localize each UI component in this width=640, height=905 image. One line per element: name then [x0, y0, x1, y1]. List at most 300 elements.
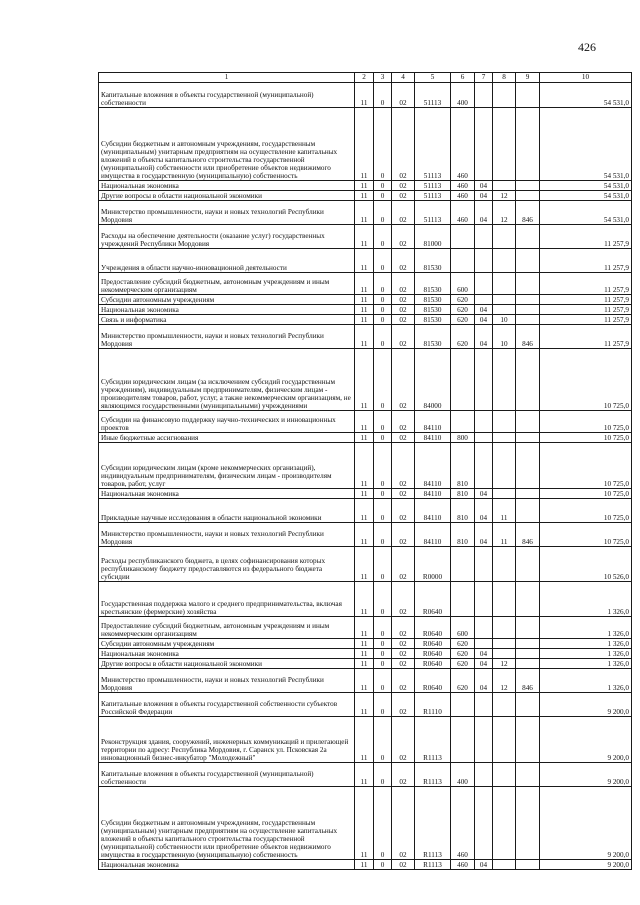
code-expense-type: 620: [451, 315, 475, 325]
code-section: [475, 411, 493, 433]
code-sub: 0: [374, 305, 392, 315]
table-row: [99, 181, 632, 191]
code-program: 02: [392, 669, 415, 693]
table-row: [99, 639, 632, 649]
code-admin: [516, 499, 540, 523]
code-sub: 0: [374, 411, 392, 433]
code-expense-type: [451, 349, 475, 411]
code-admin: 846: [516, 325, 540, 349]
code-sub: 0: [374, 273, 392, 295]
row-name: Субсидии юридическим лицам (за исключением субсидий государственным учреждениям), индивидуальным предпринимателям, физическим лицам - производителям товаров, работ, услуг, а также некоммерческим организациям, не являющимся государственными (муниципальными) учреждениями: [99, 349, 355, 411]
code-subsection: [493, 617, 516, 639]
table-row: [99, 443, 632, 489]
code-ministry: 11: [355, 249, 374, 273]
code-sub: 0: [374, 547, 392, 582]
code-section: [475, 787, 493, 860]
code-target: R0640: [415, 659, 451, 669]
code-expense-type: 620: [451, 669, 475, 693]
row-name: Субсидии бюджетным и автономным учреждениям, государственным (муниципальным) унитарным предприятиям на осуществление капитальных вложений в объекты капитального строительства государственной (муниципальной) собственности или приобретение объектов недвижимого имущества в государственную (муниципальную) собственность: [99, 108, 355, 181]
row-amount: 10 725,0: [540, 411, 632, 433]
code-expense-type: [451, 249, 475, 273]
code-subsection: [493, 305, 516, 315]
code-admin: [516, 349, 540, 411]
code-program: 02: [392, 411, 415, 433]
code-ministry: 11: [355, 181, 374, 191]
code-section: 04: [475, 659, 493, 669]
column-header: 8: [493, 73, 516, 83]
code-section: 04: [475, 523, 493, 547]
table-row: [99, 295, 632, 305]
code-sub: 0: [374, 201, 392, 225]
code-expense-type: 620: [451, 659, 475, 669]
table-row: [99, 523, 632, 547]
row-amount: 11 257,9: [540, 305, 632, 315]
code-target: 81530: [415, 325, 451, 349]
code-section: [475, 349, 493, 411]
row-amount: 1 326,0: [540, 639, 632, 649]
code-ministry: 11: [355, 201, 374, 225]
code-subsection: [493, 411, 516, 433]
code-sub: 0: [374, 669, 392, 693]
row-name: Национальная экономика: [99, 860, 355, 870]
row-amount: 11 257,9: [540, 225, 632, 249]
code-expense-type: [451, 693, 475, 717]
code-subsection: 11: [493, 523, 516, 547]
code-ministry: 11: [355, 489, 374, 499]
code-sub: 0: [374, 787, 392, 860]
code-expense-type: 400: [451, 763, 475, 787]
code-ministry: 11: [355, 349, 374, 411]
row-name: Национальная экономика: [99, 181, 355, 191]
code-program: 02: [392, 349, 415, 411]
code-section: [475, 273, 493, 295]
table-row: [99, 499, 632, 523]
code-admin: [516, 547, 540, 582]
code-admin: [516, 411, 540, 433]
code-target: 51113: [415, 108, 451, 181]
code-section: [475, 433, 493, 443]
code-expense-type: 460: [451, 201, 475, 225]
code-target: R1113: [415, 763, 451, 787]
code-ministry: 11: [355, 305, 374, 315]
code-ministry: 11: [355, 639, 374, 649]
code-subsection: 10: [493, 325, 516, 349]
code-ministry: 11: [355, 411, 374, 433]
code-subsection: [493, 763, 516, 787]
code-subsection: [493, 225, 516, 249]
code-sub: 0: [374, 315, 392, 325]
code-program: 02: [392, 325, 415, 349]
code-section: 04: [475, 191, 493, 201]
table-row: [99, 617, 632, 639]
code-sub: 0: [374, 191, 392, 201]
header-row: [99, 73, 632, 83]
code-program: 02: [392, 273, 415, 295]
code-subsection: [493, 295, 516, 305]
row-amount: 10 725,0: [540, 499, 632, 523]
code-target: 84110: [415, 443, 451, 489]
code-section: [475, 693, 493, 717]
table-row: [99, 249, 632, 273]
row-amount: 9 200,0: [540, 860, 632, 870]
code-target: R0000: [415, 547, 451, 582]
code-subsection: [493, 489, 516, 499]
code-program: 02: [392, 547, 415, 582]
code-target: 84110: [415, 499, 451, 523]
row-name: Расходы республиканского бюджета, в целях софинансирования которых республиканскому бюджету предоставляются из федерального бюджета субсидии: [99, 547, 355, 582]
code-target: 81530: [415, 305, 451, 315]
code-sub: 0: [374, 108, 392, 181]
code-admin: [516, 273, 540, 295]
table-row: [99, 582, 632, 617]
code-sub: 0: [374, 443, 392, 489]
code-sub: 0: [374, 295, 392, 305]
code-admin: [516, 860, 540, 870]
code-sub: 0: [374, 181, 392, 191]
code-subsection: 10: [493, 315, 516, 325]
code-admin: [516, 649, 540, 659]
code-subsection: [493, 108, 516, 181]
row-name: Министерство промышленности, науки и новых технологий Республики Мордовия: [99, 201, 355, 225]
code-section: [475, 639, 493, 649]
row-amount: 11 257,9: [540, 249, 632, 273]
row-name: Реконструкция здания, сооружений, инженерных коммуникаций и прилегающей территории по адресу: Республика Мордовия, г. Саранск ул. Псковская 2а инновационный бизнес-инкубатор "Молодежный": [99, 717, 355, 763]
code-subsection: [493, 582, 516, 617]
code-program: 02: [392, 181, 415, 191]
row-name: Расходы на обеспечение деятельности (оказание услуг) государственных учреждений Республики Мордовия: [99, 225, 355, 249]
code-section: 04: [475, 860, 493, 870]
code-section: 04: [475, 315, 493, 325]
code-subsection: [493, 249, 516, 273]
code-program: 02: [392, 717, 415, 763]
column-header: 2: [355, 73, 374, 83]
row-name: Государственная поддержка малого и среднего предпринимательства, включая крестьянские (фермерские) хозяйства: [99, 582, 355, 617]
code-ministry: 11: [355, 83, 374, 108]
code-section: [475, 717, 493, 763]
code-ministry: 11: [355, 499, 374, 523]
code-program: 02: [392, 225, 415, 249]
code-target: 51113: [415, 181, 451, 191]
code-admin: [516, 443, 540, 489]
row-name: Субсидии автономным учреждениям: [99, 295, 355, 305]
code-target: 84110: [415, 523, 451, 547]
code-section: [475, 763, 493, 787]
row-name: Другие вопросы в области национальной экономики: [99, 659, 355, 669]
row-name: Субсидии на финансовую поддержку научно-технических и инновационных проектов: [99, 411, 355, 433]
row-name: Предоставление субсидий бюджетным, автономным учреждениям и иным некоммерческим организациям: [99, 617, 355, 639]
row-name: Национальная экономика: [99, 649, 355, 659]
code-section: 04: [475, 489, 493, 499]
code-section: 04: [475, 181, 493, 191]
table-body: [99, 83, 632, 870]
row-amount: 10 725,0: [540, 489, 632, 499]
code-expense-type: 620: [451, 649, 475, 659]
code-expense-type: [451, 717, 475, 763]
code-expense-type: 460: [451, 108, 475, 181]
row-amount: 10 725,0: [540, 523, 632, 547]
code-ministry: 11: [355, 659, 374, 669]
code-target: R1113: [415, 717, 451, 763]
code-admin: [516, 659, 540, 669]
code-sub: 0: [374, 523, 392, 547]
code-ministry: 11: [355, 295, 374, 305]
code-admin: [516, 305, 540, 315]
table-row: [99, 787, 632, 860]
code-expense-type: 620: [451, 639, 475, 649]
code-expense-type: 460: [451, 860, 475, 870]
code-subsection: 12: [493, 669, 516, 693]
code-admin: [516, 787, 540, 860]
row-amount: 11 257,9: [540, 315, 632, 325]
code-sub: 0: [374, 763, 392, 787]
code-sub: 0: [374, 249, 392, 273]
code-admin: 846: [516, 669, 540, 693]
code-subsection: [493, 349, 516, 411]
code-target: 81000: [415, 225, 451, 249]
code-subsection: 12: [493, 191, 516, 201]
row-name: Прикладные научные исследования в области национальной экономики: [99, 499, 355, 523]
column-header: 7: [475, 73, 493, 83]
column-header: 4: [392, 73, 415, 83]
code-target: 84110: [415, 411, 451, 433]
code-sub: 0: [374, 717, 392, 763]
row-amount: 11 257,9: [540, 325, 632, 349]
code-target: 81530: [415, 295, 451, 305]
row-amount: 1 326,0: [540, 669, 632, 693]
code-ministry: 11: [355, 860, 374, 870]
code-ministry: 11: [355, 669, 374, 693]
column-header: 1: [99, 73, 355, 83]
code-subsection: 11: [493, 499, 516, 523]
code-admin: 846: [516, 201, 540, 225]
row-amount: 10 725,0: [540, 443, 632, 489]
code-admin: [516, 639, 540, 649]
code-expense-type: 800: [451, 433, 475, 443]
code-subsection: [493, 717, 516, 763]
code-section: [475, 547, 493, 582]
row-name: Предоставление субсидий бюджетным, автономным учреждениям и иным некоммерческим организациям: [99, 273, 355, 295]
table-row: [99, 108, 632, 181]
code-admin: [516, 617, 540, 639]
code-program: 02: [392, 315, 415, 325]
row-amount: 54 531,0: [540, 83, 632, 108]
code-sub: 0: [374, 433, 392, 443]
code-section: 04: [475, 649, 493, 659]
table-row: [99, 305, 632, 315]
code-program: 02: [392, 249, 415, 273]
table-row: [99, 225, 632, 249]
code-section: [475, 582, 493, 617]
row-name: Учреждения в области научно-инновационной деятельности: [99, 249, 355, 273]
code-target: 81530: [415, 249, 451, 273]
code-section: [475, 443, 493, 489]
code-program: 02: [392, 659, 415, 669]
code-subsection: [493, 547, 516, 582]
code-admin: [516, 582, 540, 617]
code-section: [475, 617, 493, 639]
column-header: 10: [540, 73, 632, 83]
code-sub: 0: [374, 489, 392, 499]
code-expense-type: 460: [451, 181, 475, 191]
code-subsection: [493, 433, 516, 443]
code-ministry: 11: [355, 325, 374, 349]
code-expense-type: 810: [451, 443, 475, 489]
row-name: Министерство промышленности, науки и новых технологий Республики Мордовия: [99, 325, 355, 349]
code-target: R0640: [415, 617, 451, 639]
code-program: 02: [392, 295, 415, 305]
code-expense-type: 600: [451, 617, 475, 639]
code-target: R1113: [415, 787, 451, 860]
table-row: [99, 83, 632, 108]
code-expense-type: 620: [451, 305, 475, 315]
code-expense-type: 620: [451, 325, 475, 349]
code-target: 51113: [415, 83, 451, 108]
code-target: R0640: [415, 639, 451, 649]
code-admin: [516, 295, 540, 305]
row-amount: 1 326,0: [540, 582, 632, 617]
code-program: 02: [392, 443, 415, 489]
code-program: 02: [392, 201, 415, 225]
row-name: Капитальные вложения в объекты государственной (муниципальной) собственности: [99, 83, 355, 108]
code-ministry: 11: [355, 787, 374, 860]
table-row: [99, 411, 632, 433]
code-admin: [516, 181, 540, 191]
code-program: 02: [392, 582, 415, 617]
column-header: 6: [451, 73, 475, 83]
code-section: 04: [475, 325, 493, 349]
code-section: 04: [475, 499, 493, 523]
code-ministry: 11: [355, 649, 374, 659]
code-target: 81530: [415, 315, 451, 325]
code-target: 84000: [415, 349, 451, 411]
code-sub: 0: [374, 639, 392, 649]
code-ministry: 11: [355, 443, 374, 489]
table-row: [99, 433, 632, 443]
table-row: [99, 547, 632, 582]
code-expense-type: 460: [451, 191, 475, 201]
code-program: 02: [392, 305, 415, 315]
row-amount: 9 200,0: [540, 693, 632, 717]
code-section: 04: [475, 669, 493, 693]
code-program: 02: [392, 649, 415, 659]
code-expense-type: 620: [451, 295, 475, 305]
row-amount: 1 326,0: [540, 617, 632, 639]
row-name: Субсидии юридическим лицам (кроме некоммерческих организаций), индивидуальным предпринимателям, физическим лицам - производителям товаров, работ, услуг: [99, 443, 355, 489]
column-header: 3: [374, 73, 392, 83]
code-section: [475, 249, 493, 273]
code-sub: 0: [374, 659, 392, 669]
code-program: 02: [392, 787, 415, 860]
code-ministry: 11: [355, 191, 374, 201]
code-sub: 0: [374, 649, 392, 659]
row-name: Национальная экономика: [99, 305, 355, 315]
code-ministry: 11: [355, 523, 374, 547]
code-target: 51113: [415, 191, 451, 201]
code-ministry: 11: [355, 433, 374, 443]
code-program: 02: [392, 763, 415, 787]
code-subsection: [493, 181, 516, 191]
code-program: 02: [392, 523, 415, 547]
code-program: 02: [392, 108, 415, 181]
code-subsection: [493, 693, 516, 717]
row-name: Национальная экономика: [99, 489, 355, 499]
column-header: 9: [516, 73, 540, 83]
code-expense-type: [451, 225, 475, 249]
code-ministry: 11: [355, 617, 374, 639]
row-name: Субсидии автономным учреждениям: [99, 639, 355, 649]
code-subsection: [493, 639, 516, 649]
code-ministry: 11: [355, 693, 374, 717]
code-target: 81530: [415, 273, 451, 295]
code-expense-type: 600: [451, 273, 475, 295]
code-ministry: 11: [355, 108, 374, 181]
code-program: 02: [392, 693, 415, 717]
budget-table: [98, 72, 632, 870]
table-row: [99, 649, 632, 659]
code-expense-type: 810: [451, 489, 475, 499]
code-program: 02: [392, 617, 415, 639]
code-expense-type: 400: [451, 83, 475, 108]
row-name: Капитальные вложения в объекты государственной (муниципальной) собственности: [99, 763, 355, 787]
code-program: 02: [392, 433, 415, 443]
code-admin: [516, 315, 540, 325]
code-sub: 0: [374, 225, 392, 249]
code-sub: 0: [374, 582, 392, 617]
code-section: [475, 225, 493, 249]
code-admin: [516, 693, 540, 717]
code-sub: 0: [374, 325, 392, 349]
code-target: 84110: [415, 433, 451, 443]
code-admin: [516, 191, 540, 201]
row-amount: 10 725,0: [540, 433, 632, 443]
code-section: [475, 83, 493, 108]
table-row: [99, 860, 632, 870]
table-row: [99, 489, 632, 499]
code-subsection: [493, 649, 516, 659]
row-name: Связь и информатика: [99, 315, 355, 325]
code-subsection: [493, 860, 516, 870]
row-amount: 11 257,9: [540, 273, 632, 295]
code-program: 02: [392, 191, 415, 201]
code-program: 02: [392, 860, 415, 870]
code-ministry: 11: [355, 763, 374, 787]
code-sub: 0: [374, 617, 392, 639]
row-name: Иные бюджетные ассигнования: [99, 433, 355, 443]
code-target: R0640: [415, 669, 451, 693]
code-sub: 0: [374, 693, 392, 717]
code-admin: [516, 489, 540, 499]
code-target: R1113: [415, 860, 451, 870]
code-target: 84110: [415, 489, 451, 499]
row-amount: 54 531,0: [540, 181, 632, 191]
row-name: Министерство промышленности, науки и новых технологий Республики Мордовия: [99, 669, 355, 693]
code-admin: [516, 763, 540, 787]
row-name: Субсидии бюджетным и автономным учреждениям, государственным (муниципальным) унитарным предприятиям на осуществление капитальных вложений в объекты капитального строительства государственной (муниципальной) собственности или приобретение объектов недвижимого имущества в государственную (муниципальную) собственность: [99, 787, 355, 860]
code-subsection: [493, 273, 516, 295]
code-sub: 0: [374, 860, 392, 870]
code-admin: [516, 83, 540, 108]
row-amount: 11 257,9: [540, 295, 632, 305]
row-amount: 10 725,0: [540, 349, 632, 411]
code-sub: 0: [374, 349, 392, 411]
code-section: [475, 108, 493, 181]
row-amount: 10 526,0: [540, 547, 632, 582]
code-target: R0640: [415, 582, 451, 617]
row-amount: 54 531,0: [540, 108, 632, 181]
table-row: [99, 273, 632, 295]
row-name: Министерство промышленности, науки и новых технологий Республики Мордовия: [99, 523, 355, 547]
code-admin: [516, 249, 540, 273]
